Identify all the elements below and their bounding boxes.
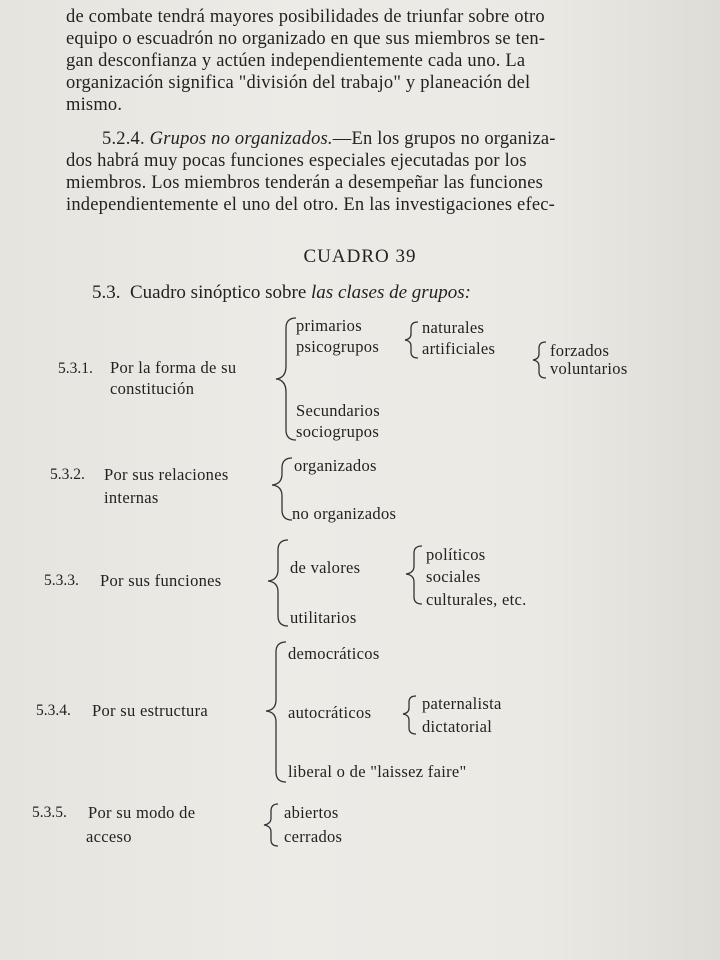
class-item: psicogrupos xyxy=(296,337,380,356)
brace-535-main xyxy=(264,804,278,846)
class-item: Secundarios xyxy=(296,401,380,420)
row-label: Por sus funciones xyxy=(100,571,222,590)
text-line: organización significa "división del trabajo" y planeación del xyxy=(66,73,531,93)
brace-534-autocratic xyxy=(403,696,416,734)
class-item: forzados xyxy=(550,341,610,360)
class-item: autocráticos xyxy=(288,703,372,722)
class-item: utilitarios xyxy=(290,608,357,627)
row-label: acceso xyxy=(86,827,132,846)
class-item: políticos xyxy=(426,545,486,564)
class-item: primarios xyxy=(296,316,362,335)
text-line: de combate tendrá mayores posibilidades de triunfar sobre otro xyxy=(66,7,545,27)
table-heading: CUADRO 39 xyxy=(303,246,417,267)
class-item: naturales xyxy=(422,318,485,337)
text-line: mismo. xyxy=(66,95,123,115)
class-item: artificiales xyxy=(422,339,496,358)
class-item: sociogrupos xyxy=(296,422,380,441)
row-label: Por sus relaciones xyxy=(104,465,229,484)
class-item: democráticos xyxy=(288,644,380,663)
brace-532-main xyxy=(272,458,292,520)
brace-531-main xyxy=(276,318,296,440)
brace-534-main xyxy=(266,642,286,782)
class-item: voluntarios xyxy=(550,359,628,378)
brace-533-main xyxy=(268,540,288,626)
subheading-number: 5.3. xyxy=(92,282,121,303)
text-line: gan desconfianza y actúen independientemente cada uno. La xyxy=(66,51,526,71)
class-item: paternalista xyxy=(422,694,502,713)
class-item: no organizados xyxy=(292,504,397,523)
row-label: Por su estructura xyxy=(92,701,208,720)
text-line: equipo o escuadrón no organizado en que sus miembros se ten- xyxy=(66,29,546,49)
section-number: 5.2.4. xyxy=(102,129,145,149)
text-line: dos habrá muy pocas funciones especiales ejecutadas por los xyxy=(66,151,527,171)
class-item: sociales xyxy=(426,567,481,586)
row-number: 5.3.1. xyxy=(58,360,93,377)
class-item: de valores xyxy=(290,558,361,577)
class-item: cerrados xyxy=(284,827,343,846)
class-item: culturales, etc. xyxy=(426,590,527,609)
row-number: 5.3.4. xyxy=(36,702,71,719)
subheading-italic: las clases de grupos: xyxy=(311,282,471,303)
class-item: abiertos xyxy=(284,803,339,822)
class-item: organizados xyxy=(294,456,377,475)
text-line: independientemente el uno del otro. En las investigaciones efec- xyxy=(66,195,556,215)
row-number: 5.3.2. xyxy=(50,466,85,483)
row-label: constitución xyxy=(110,379,195,398)
class-item: liberal o de "laissez faire" xyxy=(288,762,467,781)
class-item: dictatorial xyxy=(422,717,493,736)
row-label: Por la forma de su xyxy=(110,358,237,377)
subheading-text: Cuadro sinóptico sobre xyxy=(130,282,307,303)
brace-531-artificial xyxy=(533,342,546,378)
row-number: 5.3.5. xyxy=(32,804,67,821)
section-title: Grupos no organizados. xyxy=(149,129,333,149)
row-number: 5.3.3. xyxy=(44,572,79,589)
row-label: internas xyxy=(104,488,159,507)
text-line: miembros. Los miembros tenderán a desempeñar las funciones xyxy=(66,173,544,193)
brace-533-values xyxy=(406,546,422,604)
row-label: Por su modo de xyxy=(88,803,196,822)
text-line: —En los grupos no organiza- xyxy=(332,129,556,149)
brace-531-origin xyxy=(405,322,418,358)
